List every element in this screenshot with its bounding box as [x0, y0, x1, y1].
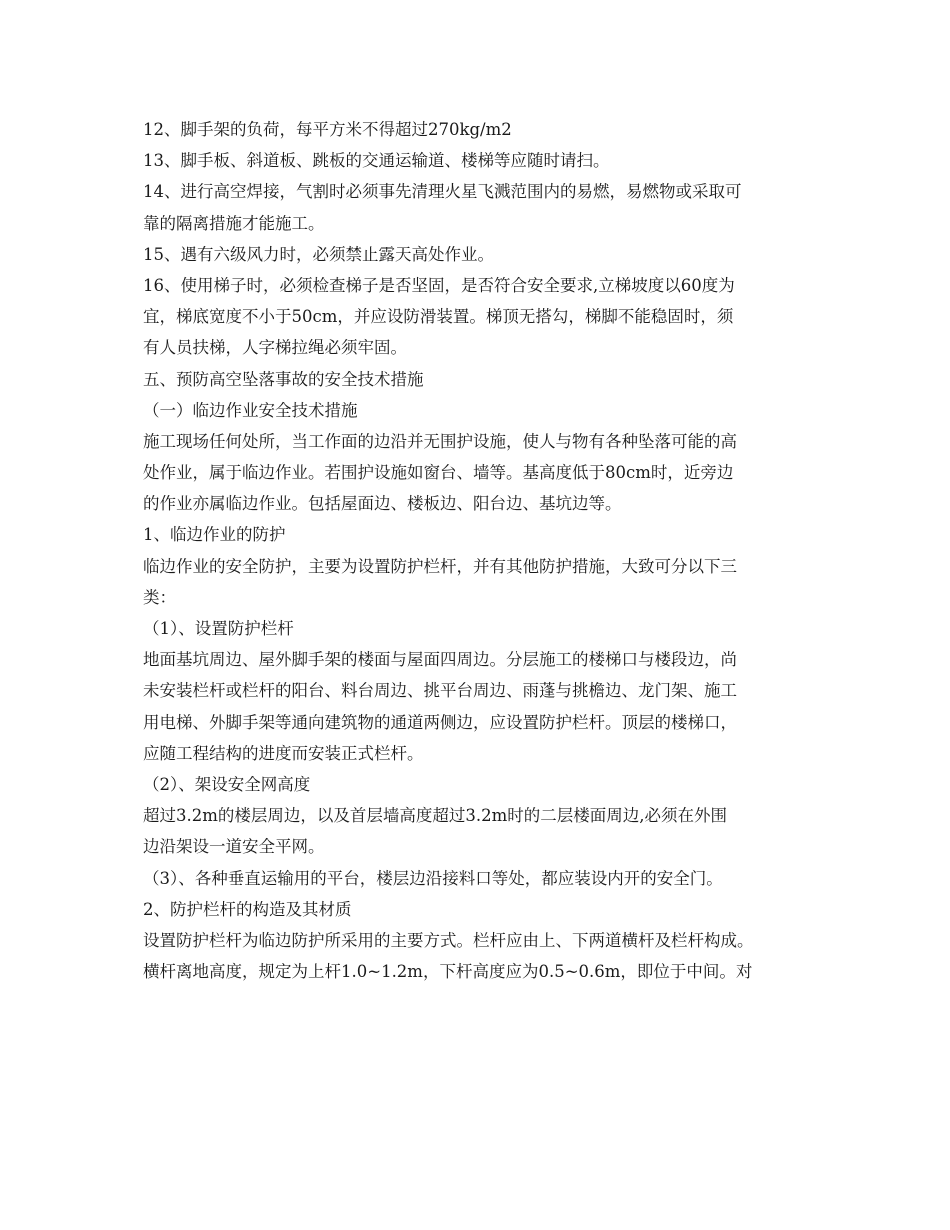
section-heading: 五、预防高空坠落事故的安全技术措施	[143, 369, 424, 389]
text-line: 15、遇有六级风力时，必须禁止露天高处作业。	[143, 244, 494, 264]
text-line: 靠的隔离措施才能施工。	[143, 213, 325, 233]
item-heading: （2）、架设安全网高度	[143, 774, 311, 794]
document-body	[143, 114, 823, 987]
text-line: 横杆离地高度，规定为上杆1.0~1.2m，下杆高度应为0.5~0.6m，即位于中间。对	[143, 962, 753, 982]
text-line: （3）、各种垂直运输用的平台，楼层边沿接料口等处，都应装设内开的安全门。	[143, 868, 723, 888]
text-line: 未安装栏杆或栏杆的阳台、料台周边、挑平台周边、雨蓬与挑檐边、龙门架、施工	[143, 681, 737, 701]
text-line: 边沿架设一道安全平网。	[143, 837, 325, 857]
text-line: 类：	[143, 587, 176, 607]
text-line: 16、使用梯子时，必须检查梯子是否坚固，是否符合安全要求,立梯坡度以60度为	[143, 275, 735, 295]
text-line: 设置防护栏杆为临边防护所采用的主要方式。栏杆应由上、下两道横杆及栏杆构成。	[143, 930, 754, 950]
text-line: 14、进行高空焊接，气割时必须事先清理火星飞溅范围内的易燃，易燃物或采取可	[143, 182, 742, 202]
text-line: 地面基坑周边、屋外脚手架的楼面与屋面四周边。分层施工的楼梯口与楼段边，尚	[143, 650, 737, 670]
item-heading: （1）、设置防护栏杆	[143, 619, 294, 638]
text-line: 用电梯、外脚手架等通向建筑物的通道两侧边，应设置防护栏杆。顶层的楼梯口，	[143, 712, 737, 732]
text-line: 处作业，属于临边作业。若围护设施如窗台、墙等。基高度低于80cm时，近旁边	[143, 463, 734, 483]
text-line: 宜，梯底宽度不小于50cm，并应设防滑装置。梯顶无搭勾，梯脚不能稳固时，须	[143, 307, 734, 327]
item-heading: 1、临边作业的防护	[143, 525, 286, 545]
subsection-heading: （一）临边作业安全技术措施	[143, 400, 358, 420]
text-line: 的作业亦属临边作业。包括屋面边、楼板边、阳台边、基坑边等。	[143, 494, 622, 514]
text-line: 临边作业的安全防护，主要为设置防护栏杆，并有其他防护措施，大致可分以下三	[143, 556, 737, 576]
text-line: 12、脚手架的负荷，每平方米不得超过270kg/m2	[143, 120, 512, 139]
text-line: 施工现场任何处所，当工作面的边沿并无围护设施，使人与物有各种坠落可能的高	[143, 431, 737, 451]
text-line: 应随工程结构的进度而安装正式栏杆。	[143, 743, 424, 763]
text-line: 有人员扶梯，人字梯拉绳必须牢固。	[143, 338, 407, 358]
text-line: 超过3.2m的楼层周边，以及首层墙高度超过3.2m时的二层楼面周边,必须在外围	[143, 806, 728, 826]
item-heading: 2、防护栏杆的构造及其材质	[143, 899, 352, 919]
text-line: 13、脚手板、斜道板、跳板的交通运输道、楼梯等应随时请扫。	[143, 151, 610, 171]
